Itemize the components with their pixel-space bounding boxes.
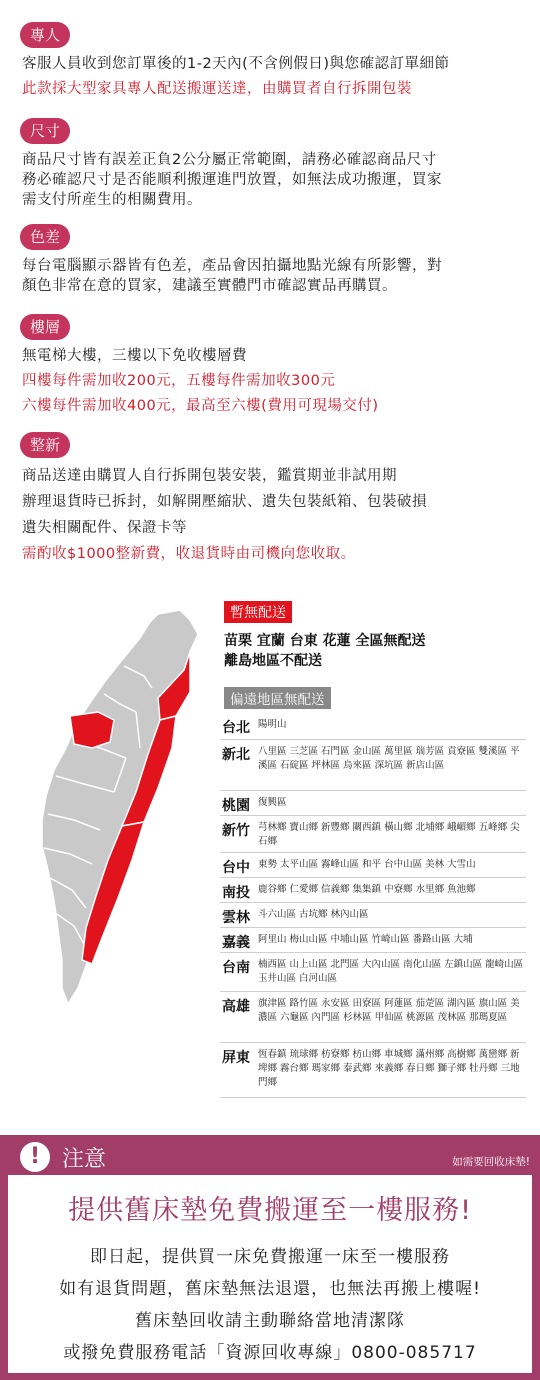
region-row — [220, 793, 526, 816]
map-island — [42, 610, 198, 1004]
service-line-2: 此款採大型家具專人配送搬運送達，由購買者自行拆開包裝 — [22, 81, 412, 97]
taiwan-map — [40, 608, 225, 1008]
exclamation-icon: ! — [20, 1142, 50, 1172]
region-row — [220, 715, 526, 740]
refurbish-line-1: 商品送達由購買人自行拆開包裝安裝，鑑賞期並非試用期 — [22, 468, 397, 484]
remote-area-badge: 偏遠地區無配送 — [224, 687, 331, 709]
notice-right-note: 如需要回收床墊! — [452, 1156, 530, 1168]
region-areas: 八里區 三芝區 石門區 金山區 萬里區 瑞芳區 貢寮區 雙溪區 平溪區 石碇區 坪林區 烏來區 深坑區 新店山區 — [258, 746, 520, 771]
notice-line-1: 即日起，提供買一床免費搬運一床至一樓服務 — [90, 1247, 450, 1267]
region-row — [220, 1045, 526, 1098]
region-row — [220, 930, 526, 953]
color-line-2: 顏色非常在意的買家，建議至實體門市確認實品再購買。 — [22, 278, 397, 294]
region-city: 台南 — [222, 960, 250, 976]
region-row — [220, 955, 526, 992]
region-areas: 阿里山 梅山山區 中埔山區 竹崎山區 番路山區 大埔 — [258, 934, 473, 945]
region-city: 屏東 — [222, 1050, 250, 1066]
region-areas: 旗津區 路竹區 永安區 田寮區 阿蓮區 茄萣區 湖內區 旗山區 美濃區 六龜區 內門區 杉林區 甲仙區 桃源區 茂林區 那瑪夏區 — [258, 998, 520, 1023]
region-areas: 陽明山 — [258, 719, 287, 730]
no-delivery-islands: 離島地區不配送 — [224, 653, 322, 669]
floor-line-2: 四樓每件需加收200元，五樓每件需加收300元 — [22, 373, 336, 389]
notice-title: 注意 — [62, 1147, 107, 1172]
notice-line-3: 舊床墊回收請主動聯絡當地清潔隊 — [135, 1311, 405, 1331]
section-tag-refurbish: 整新 — [20, 432, 70, 458]
region-city: 嘉義 — [222, 935, 250, 951]
notice-line-4: 或撥免費服務電話「資源回收專線」0800-085717 — [63, 1343, 477, 1363]
refurbish-line-2: 辦理退貨時已拆封，如解開壓縮狀、遺失包裝紙箱、包裝破損 — [22, 494, 427, 510]
color-line-1: 每台電腦顯示器皆有色差，產品會因拍攝地點光線有所影響，對 — [22, 258, 442, 274]
region-city: 桃園 — [222, 798, 250, 814]
region-row — [220, 855, 526, 878]
refurbish-line-3: 遺失相關配件、保證卡等 — [22, 520, 187, 536]
size-line-1: 商品尺寸皆有誤差正負2公分屬正常範圍，請務必確認商品尺寸 — [22, 152, 437, 168]
region-areas: 復興區 — [258, 797, 287, 808]
notice-headline: 提供舊床墊免費搬運至一樓服務! — [68, 1195, 472, 1226]
region-row — [220, 742, 526, 791]
region-row — [220, 818, 526, 853]
region-areas: 東勢 太平山區 霧峰山區 和平 台中山區 美林 大雪山 — [258, 859, 476, 870]
region-areas: 芎林鄉 寶山鄉 新豐鄉 關西鎮 橫山鄉 北埔鄉 峨嵋鄉 五峰鄉 尖石鄉 — [258, 822, 520, 847]
section-tag-size: 尺寸 — [20, 118, 70, 144]
region-row — [220, 994, 526, 1043]
region-city: 新北 — [222, 747, 250, 763]
region-city: 台中 — [222, 860, 250, 876]
region-areas: 楠西區 山上山區 北門區 大內山區 南化山區 左鎮山區 龍崎山區 玉井山區 白河山區 — [258, 959, 524, 984]
region-areas: 恆春鎮 琉球鄉 枋寮鄉 枋山鄉 車城鄉 滿州鄉 高樹鄉 萬巒鄉 新埤鄉 霧台鄉 瑪家鄉 泰武鄉 來義鄉 春日鄉 獅子鄉 牡丹鄉 三地門鄉 — [258, 1049, 520, 1088]
section-tag-service: 專人 — [20, 22, 70, 48]
no-delivery-badge: 暫無配送 — [224, 601, 292, 623]
region-row — [220, 905, 526, 928]
size-line-2: 務必確認尺寸是否能順利搬運進門放置，如無法成功搬運，買家 — [22, 172, 442, 188]
region-row — [220, 880, 526, 903]
map-miaoli — [70, 712, 114, 748]
service-line-1: 客服人員收到您訂單後的1-2天內(不含例假日)與您確認訂單細節 — [22, 56, 450, 72]
floor-line-1: 無電梯大樓，三樓以下免收樓層費 — [22, 348, 247, 364]
region-city: 新竹 — [222, 823, 250, 839]
floor-line-3: 六樓每件需加收400元，最高至六樓(費用可現場交付) — [22, 398, 379, 414]
size-line-3: 需支付所産生的相關費用。 — [22, 192, 202, 208]
notice-line-2: 如有退貨問題，舊床墊無法退還，也無法再搬上樓喔! — [59, 1279, 481, 1299]
region-city: 高雄 — [222, 999, 250, 1015]
refurbish-line-4: 需酌收$1000整新費，收退貨時由司機向您收取。 — [22, 546, 356, 562]
no-delivery-counties: 苗栗 宜蘭 台東 花蓮 全區無配送 — [224, 633, 426, 649]
region-city: 台北 — [222, 720, 250, 736]
section-tag-floor: 樓層 — [20, 314, 70, 340]
region-areas: 鹿谷鄉 仁愛鄉 信義鄉 集集鎮 中寮鄉 水里鄉 魚池鄉 — [258, 884, 476, 895]
region-city: 雲林 — [222, 910, 250, 926]
section-tag-color: 色差 — [20, 224, 70, 250]
region-city: 南投 — [222, 885, 250, 901]
region-areas: 斗六山區 古坑鄉 林內山區 — [258, 909, 369, 920]
